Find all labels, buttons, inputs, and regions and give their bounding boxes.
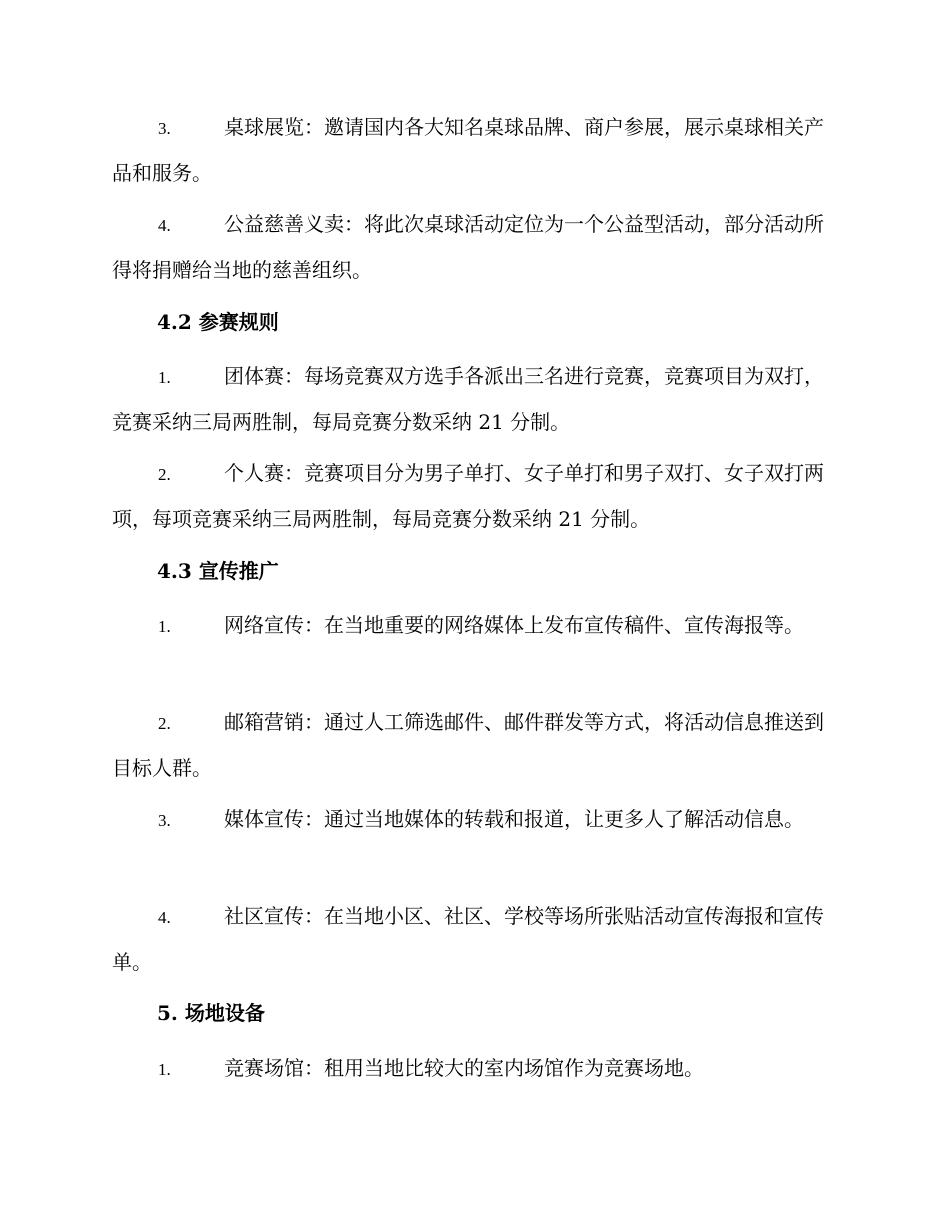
list-item [112,202,842,292]
list-number: 1. [158,1060,171,1079]
section-heading: 4.3 宣传推广 [157,559,279,583]
list-text: 个人赛：竞赛项目分为男子单打、女子单打和男子双打、女子双打两项，每项竞赛采纳三局两胜制，每局竞赛分数采纳 21 分制。 [112,461,824,531]
list-item [112,894,842,984]
list-text: 邮箱营销：通过人工筛选邮件、邮件群发等方式，将活动信息推送到目标人群。 [112,710,824,780]
list-text: 公益慈善义卖：将此次桌球活动定位为一个公益型活动，部分活动所得将捐赠给当地的慈善组织。 [112,212,824,282]
list-number: 4. [158,216,171,235]
section-heading: 4.2 参赛规则 [157,310,279,334]
list-number: 2. [158,465,171,484]
list-item [112,1046,842,1092]
list-number: 3. [158,119,171,138]
list-text: 网络宣传：在当地重要的网络媒体上发布宣传稿件、宣传海报等。 [224,613,804,637]
list-item [112,105,842,195]
list-item [112,451,842,541]
list-number: 3. [158,811,171,830]
list-item [112,603,842,649]
list-text: 团体赛：每场竞赛双方选手各派出三名进行竞赛，竞赛项目为双打，竞赛采纳三局两胜制，每局竞赛分数采纳 21 分制。 [112,364,824,434]
list-item [112,797,842,843]
list-text: 桌球展览：邀请国内各大知名桌球品牌、商户参展，展示桌球相关产品和服务。 [112,115,824,185]
list-item [112,700,842,790]
list-item [112,354,842,444]
list-number: 4. [158,908,171,927]
list-number: 2. [158,714,171,733]
list-text: 竞赛场馆：租用当地比较大的室内场馆作为竞赛场地。 [224,1056,704,1080]
section-heading: 5. 场地设备 [157,1001,265,1025]
list-text: 社区宣传：在当地小区、社区、学校等场所张贴活动宣传海报和宣传单。 [112,904,824,974]
list-number: 1. [158,617,171,636]
list-text: 媒体宣传：通过当地媒体的转载和报道，让更多人了解活动信息。 [224,807,804,831]
list-number: 1. [158,368,171,387]
